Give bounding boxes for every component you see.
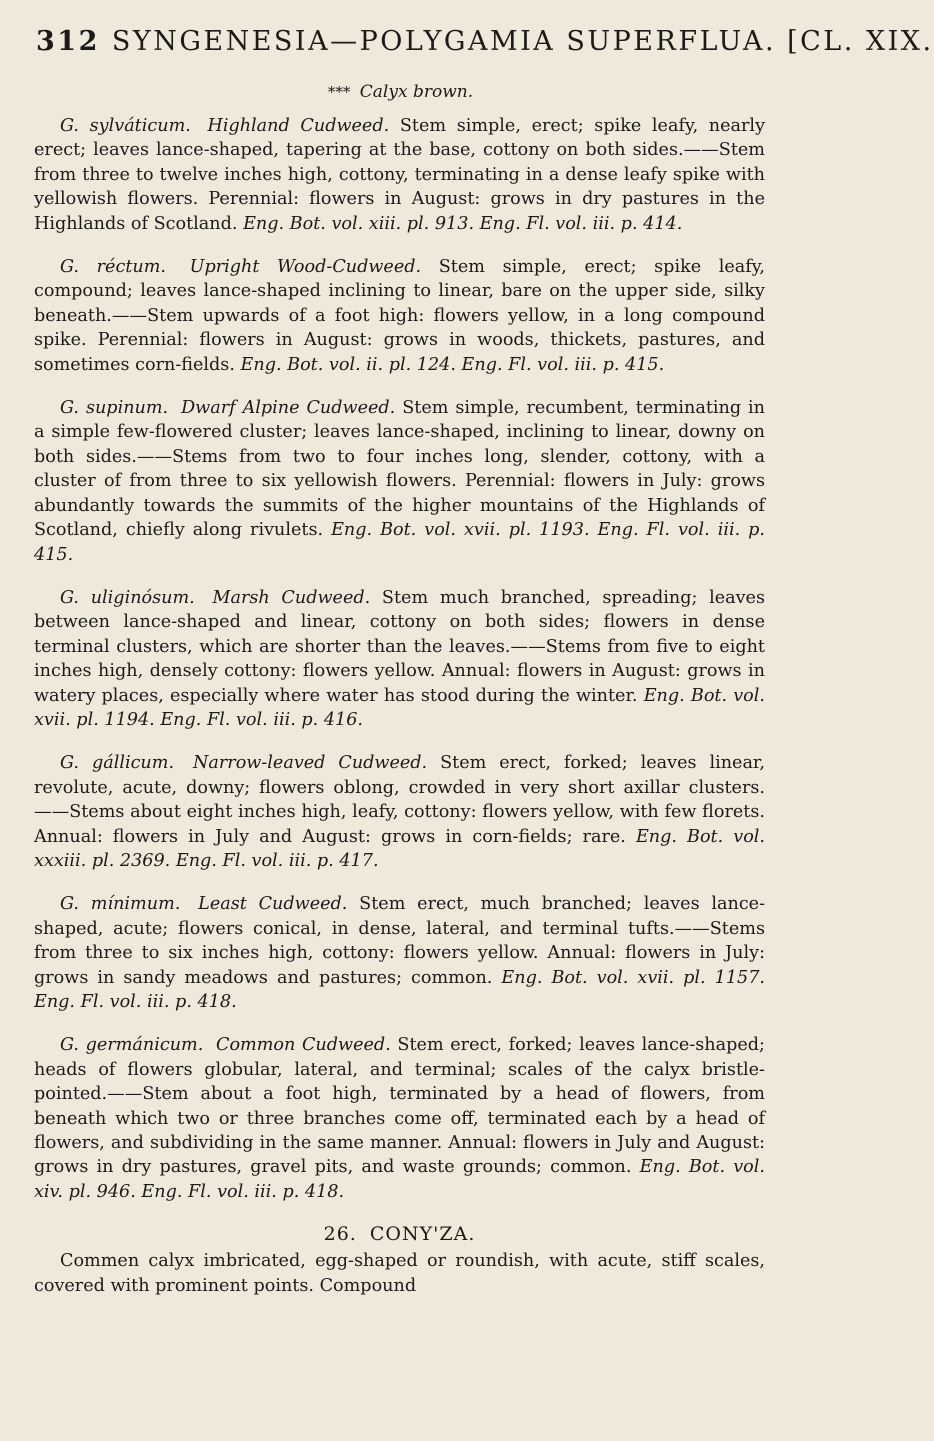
- genus-number: 26.: [323, 1223, 357, 1246]
- reference: Eng. Bot. vol. xxxiii. pl. 2369. Eng. Fl. vol. iii. p. 417.: [34, 826, 766, 871]
- description: Stem erect, forked; leaves lance-shaped; heads of flowers globular, lateral, and terminal; scales of the calyx bristle-pointed.——Stem about a foot high, terminated by a head of flowers, from beneath which two or three branches come off, terminated each by a head of flowers, and subdividing in the same manner. Annual: flowers in July and August: grows in dry pastures, gravel pits, and waste grounds; common.: [34, 1035, 765, 1178]
- running-header: [36, 26, 934, 66]
- running-head: SYNGENESIA—POLYGAMIA SUPERFLUA. [CL. XIX.: [111, 26, 934, 57]
- description: Stem simple, recumbent, terminating in a simple few-flowered cluster; leaves lance-shaped, inclining to linear, downy on both sides.——Stems from two to four inches long, slender, cottony, with a cluster of from three to six yellowish flowers. Perennial: flowers in July: grows abundantly towards the summits of the higher mountains of the Highlands of Scotland, chiefly along rivulets.: [34, 398, 766, 541]
- species-entry: [34, 586, 765, 732]
- subheading-stars: ***: [327, 83, 351, 101]
- common-name: Highland Cudweed.: [207, 116, 390, 136]
- species-entry: [34, 892, 765, 1014]
- latin-name: G. supinum.: [60, 398, 169, 419]
- latin-name: G. mínimum.: [60, 894, 181, 915]
- reference: Eng. Bot. vol. xvii. pl. 1193. Eng. Fl. vol. iii. p. 415.: [34, 520, 766, 565]
- description: Stem simple, erect; spike leafy, compound; leaves lance-shaped inclining to linear, bare on the upper side, silky beneath.——Stem upwards of a foot high: flowers yellow, in a long compound spike. Perennial: flowers in August: grows in woods, thickets, pastures, and sometimes corn-fields.: [34, 257, 765, 375]
- description: Stem much branched, spreading; leaves between lance-shaped and linear, cottony on both sides; flowers in dense terminal clusters, which are shorter than the leaves.——Stems from five to eight inches high, densely cottony: flowers yellow. Annual: flowers in August: grows in watery places, especially where water has stood during the winter.: [34, 587, 765, 706]
- common-name: Upright Wood-Cudweed.: [189, 257, 422, 278]
- common-name: Dwarf Alpine Cudweed.: [181, 398, 396, 419]
- description: Stem simple, erect; spike leafy, nearly erect; leaves lance-shaped, tapering at the base, cottony on both sides.——Stem from three to twelve inches high, cottony, terminating in a dense leafy spike with yellowish flowers. Perennial: flowers in August: grows in dry pastures in the Highlands of Scotland.: [34, 116, 766, 234]
- genus-heading: [34, 1223, 765, 1245]
- latin-name: G. uliginósum.: [60, 587, 195, 608]
- page-number: 312: [36, 26, 100, 57]
- species-entry: [34, 396, 765, 567]
- reference: Eng. Bot. vol. xvii. pl. 1157. Eng. Fl. vol. iii. p. 418.: [34, 967, 766, 1012]
- species-entry: [34, 1033, 765, 1204]
- latin-name: G. réctum.: [60, 257, 166, 278]
- description: Stem erect, much branched; leaves lance-shaped, acute; flowers conical, in dense, lateral, and terminal tufts.——Stems from three to six inches high, cottony: flowers yellow. Annual: flowers in July: grows in sandy meadows and pastures; common.: [34, 894, 766, 988]
- species-entries: [34, 114, 765, 1298]
- species-entry: [34, 114, 765, 236]
- description: Stem erect, forked; leaves linear, revolute, acute, downy; flowers oblong, crowded in very short axillar clusters.——Stems about eight inches high, leafy, cottony: flowers yellow, with few florets. Annual: flowers in July and August: grows in corn-fields; rare.: [34, 753, 766, 847]
- species-entry: [34, 751, 765, 873]
- genus-description: Commen calyx imbricated, egg-shaped or roundish, with acute, stiff scales, covered with prominent points. Compound: [34, 1251, 765, 1296]
- reference: Eng. Bot. vol. xvii. pl. 1194. Eng. Fl. vol. iii. p. 416.: [34, 685, 765, 730]
- reference: Eng. Bot. vol. xiv. pl. 946. Eng. Fl. vol. iii. p. 418.: [34, 1157, 765, 1202]
- subheading-text: Calyx brown.: [359, 82, 474, 102]
- reference: Eng. Bot. vol. ii. pl. 124. Eng. Fl. vol. iii. p. 415.: [240, 354, 665, 375]
- latin-name: G. germánicum.: [60, 1035, 204, 1056]
- common-name: Common Cudweed.: [215, 1035, 391, 1056]
- genus-title: CONY'ZA.: [369, 1223, 476, 1246]
- species-entry: [34, 255, 765, 377]
- common-name: Least Cudweed.: [198, 894, 348, 915]
- latin-name: G. sylváticum.: [60, 116, 191, 136]
- common-name: Narrow-leaved Cudweed.: [192, 753, 428, 774]
- subheading: [0, 82, 801, 102]
- common-name: Marsh Cudweed.: [212, 587, 371, 608]
- reference: Eng. Bot. vol. xiii. pl. 913. Eng. Fl. vol. iii. p. 414.: [243, 213, 683, 234]
- latin-name: G. gállicum.: [60, 753, 175, 774]
